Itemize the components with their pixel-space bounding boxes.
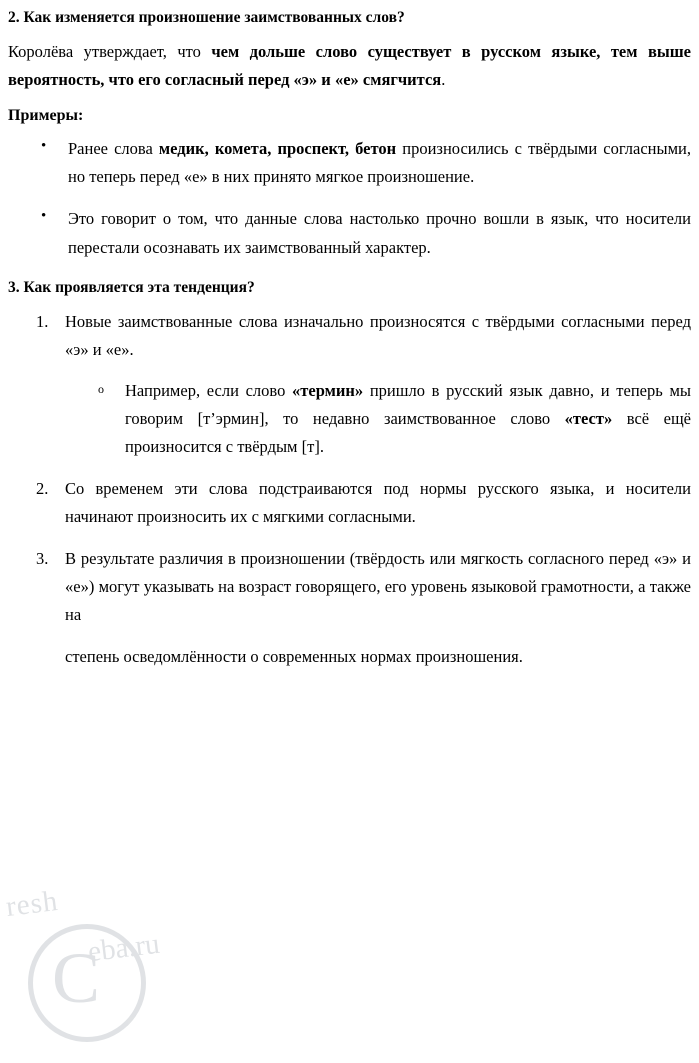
watermark [0,880,330,1040]
examples-bullet-list [8,135,691,263]
sub-prefix-1: Например, если слово [125,380,293,400]
examples-label: Примеры: [8,106,84,124]
sub-prefix-2: пришло в русский язык давно, и теперь мы говорим [т’эрмин], то недавно заимствованное слово [125,380,691,429]
item-1-text: Новые заимствованные слова изначально произносятся с твёрдыми согласными перед «э» и «е». [65,311,691,360]
watermark-c-letter: C [52,938,101,1018]
watermark-text-secondary: eba.ru [86,927,162,969]
section-3-numbered-list [8,308,691,630]
watermark-circle-icon [28,924,146,1042]
bullet-1-bold: медик, комета, проспект, бетон [158,138,397,158]
sub-bold-1: «термин» [292,380,364,400]
intro-bold: чем дольше слово существует в русском языке, тем выше вероятность, что его согласный перед «э» и «е» смягчится [8,41,691,90]
list-item [8,205,691,262]
item-1-sublist [65,377,691,462]
list-item [8,545,691,630]
section-3-heading: 3. Как проявляется эта тенденция? [8,279,255,297]
list-item [8,308,691,462]
sub-prefix-3: всё ещё произносится с твёрдым [т]. [125,409,691,457]
section-3-tail-line: степень осведомлённости о современных нормах произношения. [65,646,523,666]
item-2-text: Со временем эти слова подстраиваются под нормы русского языка, и носители начинают произносить их с мягкими согласными. [65,478,691,527]
intro-prefix: Королёва утверждает, что [8,41,212,61]
section-2-intro-paragraph [8,38,691,95]
sub-bold-2: «тест» [564,409,613,429]
intro-suffix: . [441,70,446,90]
item-3-text: В результате различия в произношении (твёрдость или мягкость согласного перед «э» и «е») могут указывать на возраст говорящего, его уровень языковой грамотности, а также на [65,548,691,625]
section-2-heading: 2. Как изменяется произношение заимствованных слов? [8,9,405,26]
bullet-1-prefix: Ранее слова [68,138,159,158]
list-item [8,475,691,532]
list-item [65,377,691,462]
bullet-1-suffix: произносились с твёрдыми согласными, но теперь перед «е» в них принято мягкое произношение. [68,138,691,186]
watermark-text-primary: resh [4,884,61,924]
list-item [8,135,691,192]
bullet-2-text: Это говорит о том, что данные слова настолько прочно вошли в язык, что носители перестали осознавать их заимствованный характер. [68,209,691,257]
